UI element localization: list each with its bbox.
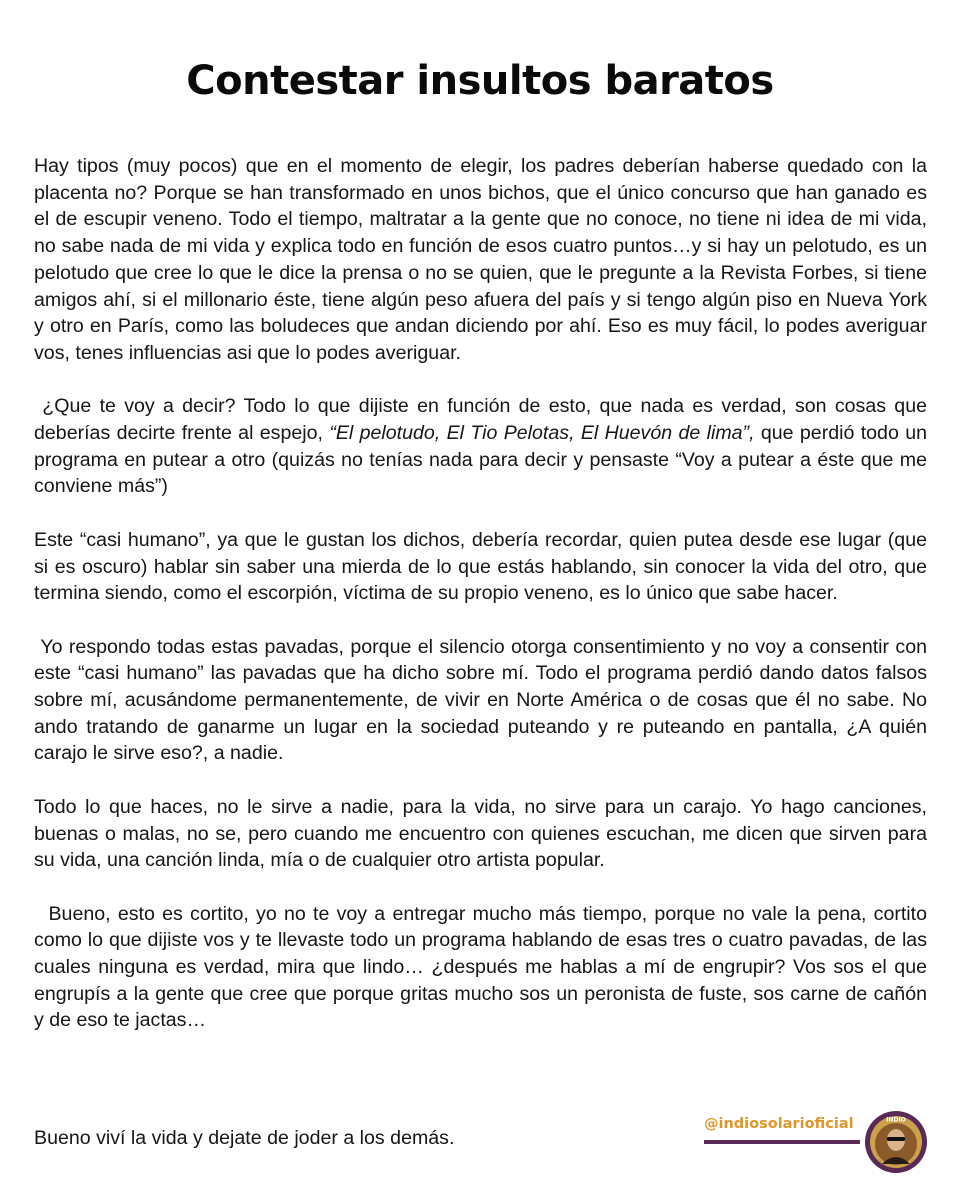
paragraph-text: Yo respondo todas estas pavadas, porque el silencio otorga consentimiento y no voy a consentir con este “casi humano” las pavadas que ha dicho sobre mí. Todo el programa perdió dando datos falsos sobre mí, acusándome permanentemente, de vivir en Norte América o de cosas que él no sabe. No ando tratando de ganarme un lugar en la sociedad puteando y re puteando en pantalla, ¿A quién carajo le sirve eso?, a nadie. bbox=[34, 635, 927, 765]
paragraph bbox=[34, 901, 927, 1035]
page-title: Contestar insultos baratos bbox=[186, 58, 774, 104]
paragraph: Hay tipos (muy pocos) que en el momento de elegir, los padres deberían haberse quedado con la placenta no? Porque se han transformado en unos bichos, que el único concurso que han ganado es el de escupir veneno. Todo el tiempo, maltratar a la gente que no conoce, no tiene ni idea de mi vida, no sabe nada de mi vida y explica todo en función de esos cuatro puntos…y si hay un pelotudo, es un pelotudo que cree lo que le dice la prensa o no se quien, que le pregunte a la Revista Forbes, si tiene amigos ahí, si el millonario éste, tiene algún peso afuera del país y si tengo algún piso en Nueva York y otro en París, como las boludeces que andan diciendo por ahí. Eso es muy fácil, lo podes averiguar vos, tenes influencias asi que lo podes averiguar. bbox=[34, 155, 927, 364]
avatar-caption: INDIO bbox=[886, 1116, 906, 1124]
paragraph bbox=[34, 393, 927, 500]
avatar-logo bbox=[864, 1110, 928, 1174]
paragraph: Este “casi humano”, ya que le gustan los dichos, debería recordar, quien putea desde ese lugar (que si es oscuro) hablar sin saber una mierda de lo que estás hablando, sin conocer la vida del otro, que termina siendo, como el escorpión, víctima de su propio veneno, es lo único que sabe hacer. bbox=[34, 528, 927, 605]
paragraph-text: que perdió todo un programa en putear a otro (quizás no tenías nada para decir y pensaste “Voy a putear a éste que me conviene más”) bbox=[34, 422, 927, 498]
paragraph-text: Bueno, esto es cortito, yo no te voy a entregar mucho más tiempo, porque no vale la pena, cortito como lo que dijiste vos y te llevaste todo un programa hablando de esas tres o cuatro pavadas, de las cuales ninguna es verdad, mira que lindo… ¿después me hablas a mí de engrupir? Vos sos el que engrupís a la gente que cree que porque gritas mucho sos un peronista de fuste, sos carne de cañón y de eso te jactas… bbox=[34, 902, 927, 1032]
paragraph-text: ¿Que te voy a decir? Todo lo que dijiste en función de esto, que nada es verdad, son cosas que deberías decirte frente al espejo, bbox=[34, 395, 927, 445]
closing-line: Bueno viví la vida y dejate de joder a los demás. bbox=[34, 1127, 455, 1149]
article-body bbox=[34, 153, 927, 1061]
quote-text: “El pelotudo, El Tio Pelotas, El Huevón de lima”, bbox=[329, 422, 755, 445]
paragraph: Todo lo que haces, no le sirve a nadie, para la vida, no sirve para un carajo. Yo hago canciones, buenas o malas, no se, pero cuando me encuentro con quienes escuchan, me dicen que sirven para su vida, una canción linda, mía o de cualquier otro artista popular. bbox=[34, 795, 927, 872]
paragraph bbox=[34, 634, 927, 768]
social-handle[interactable]: @indiosolarioficial bbox=[704, 1116, 854, 1132]
social-handle-block bbox=[704, 1115, 860, 1144]
